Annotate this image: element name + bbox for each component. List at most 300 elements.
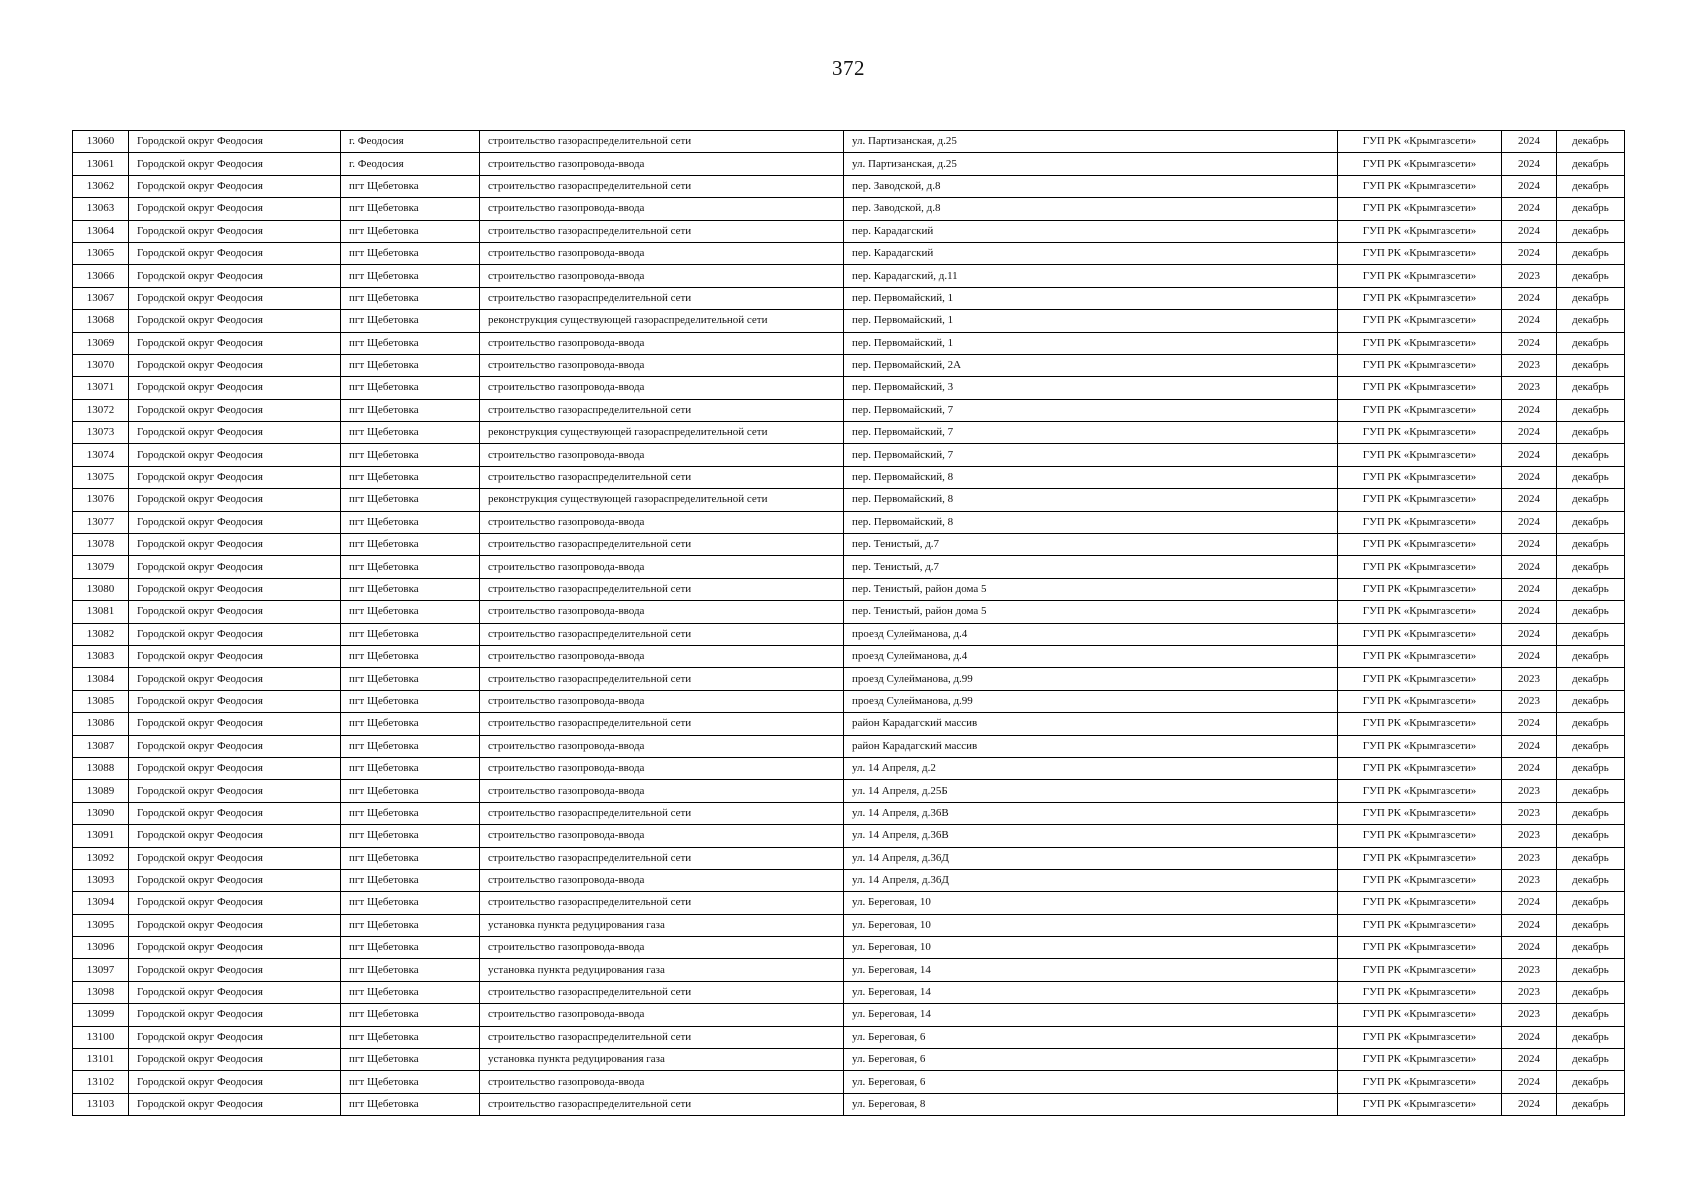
year-cell: 2023 (1502, 690, 1557, 712)
contractor-cell: ГУП РК «Крымгазсети» (1338, 825, 1502, 847)
municipality-cell: Городской округ Феодосия (129, 601, 341, 623)
address-cell: проезд Сулейманова, д.99 (844, 690, 1338, 712)
address-cell: ул. 14 Апреля, д.36Д (844, 847, 1338, 869)
settlement-cell: г. Феодосия (341, 131, 480, 153)
address-cell: пер. Первомайский, 2А (844, 354, 1338, 376)
row-number-cell: 13093 (73, 869, 129, 891)
year-cell: 2024 (1502, 399, 1557, 421)
month-cell: декабрь (1557, 981, 1625, 1003)
address-cell: пер. Тенистый, район дома 5 (844, 601, 1338, 623)
settlement-cell: пгт Щебетовка (341, 489, 480, 511)
month-cell: декабрь (1557, 534, 1625, 556)
row-number-cell: 13099 (73, 1004, 129, 1026)
table-row (73, 645, 1625, 667)
municipality-cell: Городской округ Феодосия (129, 892, 341, 914)
row-number-cell: 13064 (73, 220, 129, 242)
settlement-cell: пгт Щебетовка (341, 332, 480, 354)
contractor-cell: ГУП РК «Крымгазсети» (1338, 242, 1502, 264)
table-row (73, 757, 1625, 779)
municipality-cell: Городской округ Феодосия (129, 981, 341, 1003)
address-cell: пер. Карадагский (844, 242, 1338, 264)
activity-cell: строительство газопровода-ввода (480, 332, 844, 354)
contractor-cell: ГУП РК «Крымгазсети» (1338, 937, 1502, 959)
contractor-cell: ГУП РК «Крымгазсети» (1338, 310, 1502, 332)
municipality-cell: Городской округ Феодосия (129, 937, 341, 959)
settlement-cell: пгт Щебетовка (341, 869, 480, 891)
activity-cell: строительство газораспределительной сети (480, 981, 844, 1003)
table-row (73, 556, 1625, 578)
month-cell: декабрь (1557, 511, 1625, 533)
municipality-cell: Городской округ Феодосия (129, 623, 341, 645)
settlement-cell: пгт Щебетовка (341, 310, 480, 332)
month-cell: декабрь (1557, 802, 1625, 824)
year-cell: 2023 (1502, 265, 1557, 287)
contractor-cell: ГУП РК «Крымгазсети» (1338, 1071, 1502, 1093)
address-cell: пер. Заводской, д.8 (844, 175, 1338, 197)
table-row (73, 959, 1625, 981)
municipality-cell: Городской округ Феодосия (129, 645, 341, 667)
table-row (73, 1071, 1625, 1093)
municipality-cell: Городской округ Феодосия (129, 847, 341, 869)
contractor-cell: ГУП РК «Крымгазсети» (1338, 220, 1502, 242)
year-cell: 2023 (1502, 825, 1557, 847)
month-cell: декабрь (1557, 198, 1625, 220)
contractor-cell: ГУП РК «Крымгазсети» (1338, 959, 1502, 981)
month-cell: декабрь (1557, 713, 1625, 735)
activity-cell: строительство газопровода-ввода (480, 153, 844, 175)
row-number-cell: 13074 (73, 444, 129, 466)
page-number: 372 (832, 56, 865, 80)
table-row (73, 937, 1625, 959)
contractor-cell: ГУП РК «Крымгазсети» (1338, 332, 1502, 354)
activity-cell: строительство газораспределительной сети (480, 668, 844, 690)
contractor-cell: ГУП РК «Крымгазсети» (1338, 1004, 1502, 1026)
address-cell: район Карадагский массив (844, 735, 1338, 757)
address-cell: пер. Первомайский, 1 (844, 332, 1338, 354)
table-row (73, 1026, 1625, 1048)
settlement-cell: пгт Щебетовка (341, 242, 480, 264)
year-cell: 2024 (1502, 623, 1557, 645)
address-cell: пер. Первомайский, 7 (844, 444, 1338, 466)
month-cell: декабрь (1557, 959, 1625, 981)
contractor-cell: ГУП РК «Крымгазсети» (1338, 645, 1502, 667)
address-cell: ул. Береговая, 14 (844, 1004, 1338, 1026)
row-number-cell: 13072 (73, 399, 129, 421)
table-row (73, 690, 1625, 712)
address-cell: ул. Партизанская, д.25 (844, 131, 1338, 153)
activity-cell: строительство газораспределительной сети (480, 466, 844, 488)
activity-cell: строительство газораспределительной сети (480, 399, 844, 421)
month-cell: декабрь (1557, 937, 1625, 959)
year-cell: 2024 (1502, 645, 1557, 667)
month-cell: декабрь (1557, 399, 1625, 421)
contractor-cell: ГУП РК «Крымгазсети» (1338, 466, 1502, 488)
month-cell: декабрь (1557, 153, 1625, 175)
settlement-cell: пгт Щебетовка (341, 534, 480, 556)
month-cell: декабрь (1557, 131, 1625, 153)
municipality-cell: Городской округ Феодосия (129, 377, 341, 399)
row-number-cell: 13075 (73, 466, 129, 488)
contractor-cell: ГУП РК «Крымгазсети» (1338, 847, 1502, 869)
year-cell: 2024 (1502, 287, 1557, 309)
settlement-cell: пгт Щебетовка (341, 825, 480, 847)
year-cell: 2023 (1502, 377, 1557, 399)
contractor-cell: ГУП РК «Крымгазсети» (1338, 623, 1502, 645)
settlement-cell: пгт Щебетовка (341, 959, 480, 981)
activity-cell: строительство газопровода-ввода (480, 690, 844, 712)
municipality-cell: Городской округ Феодосия (129, 757, 341, 779)
year-cell: 2024 (1502, 175, 1557, 197)
year-cell: 2024 (1502, 578, 1557, 600)
row-number-cell: 13096 (73, 937, 129, 959)
address-cell: пер. Первомайский, 3 (844, 377, 1338, 399)
table-row (73, 713, 1625, 735)
month-cell: декабрь (1557, 556, 1625, 578)
month-cell: декабрь (1557, 645, 1625, 667)
year-cell: 2024 (1502, 1049, 1557, 1071)
month-cell: декабрь (1557, 757, 1625, 779)
address-cell: район Карадагский массив (844, 713, 1338, 735)
address-cell: пер. Первомайский, 8 (844, 466, 1338, 488)
row-number-cell: 13088 (73, 757, 129, 779)
municipality-cell: Городской округ Феодосия (129, 422, 341, 444)
activity-cell: строительство газопровода-ввода (480, 757, 844, 779)
municipality-cell: Городской округ Феодосия (129, 1049, 341, 1071)
row-number-cell: 13063 (73, 198, 129, 220)
contractor-cell: ГУП РК «Крымгазсети» (1338, 1093, 1502, 1115)
address-cell: пер. Первомайский, 7 (844, 399, 1338, 421)
address-cell: ул. 14 Апреля, д.36В (844, 825, 1338, 847)
settlement-cell: пгт Щебетовка (341, 690, 480, 712)
row-number-cell: 13082 (73, 623, 129, 645)
month-cell: декабрь (1557, 265, 1625, 287)
address-cell: ул. Береговая, 6 (844, 1026, 1338, 1048)
row-number-cell: 13086 (73, 713, 129, 735)
municipality-cell: Городской округ Феодосия (129, 1026, 341, 1048)
activity-cell: строительство газопровода-ввода (480, 1071, 844, 1093)
table-row (73, 914, 1625, 936)
municipality-cell: Городской округ Феодосия (129, 690, 341, 712)
address-cell: пер. Карадагский, д.11 (844, 265, 1338, 287)
settlement-cell: пгт Щебетовка (341, 556, 480, 578)
activity-cell: строительство газопровода-ввода (480, 937, 844, 959)
activity-cell: строительство газопровода-ввода (480, 444, 844, 466)
activity-cell: строительство газопровода-ввода (480, 242, 844, 264)
contractor-cell: ГУП РК «Крымгазсети» (1338, 422, 1502, 444)
month-cell: декабрь (1557, 735, 1625, 757)
municipality-cell: Городской округ Феодосия (129, 332, 341, 354)
year-cell: 2023 (1502, 802, 1557, 824)
row-number-cell: 13090 (73, 802, 129, 824)
settlement-cell: пгт Щебетовка (341, 354, 480, 376)
year-cell: 2024 (1502, 937, 1557, 959)
settlement-cell: пгт Щебетовка (341, 668, 480, 690)
address-cell: проезд Сулейманова, д.99 (844, 668, 1338, 690)
month-cell: декабрь (1557, 242, 1625, 264)
month-cell: декабрь (1557, 354, 1625, 376)
contractor-cell: ГУП РК «Крымгазсети» (1338, 802, 1502, 824)
month-cell: декабрь (1557, 466, 1625, 488)
year-cell: 2024 (1502, 131, 1557, 153)
row-number-cell: 13067 (73, 287, 129, 309)
address-cell: пер. Первомайский, 8 (844, 511, 1338, 533)
municipality-cell: Городской округ Феодосия (129, 354, 341, 376)
contractor-cell: ГУП РК «Крымгазсети» (1338, 1049, 1502, 1071)
month-cell: декабрь (1557, 175, 1625, 197)
table-row (73, 780, 1625, 802)
activity-cell: строительство газораспределительной сети (480, 287, 844, 309)
year-cell: 2024 (1502, 1026, 1557, 1048)
settlement-cell: пгт Щебетовка (341, 1026, 480, 1048)
month-cell: декабрь (1557, 668, 1625, 690)
year-cell: 2024 (1502, 892, 1557, 914)
municipality-cell: Городской округ Феодосия (129, 399, 341, 421)
table-row (73, 131, 1625, 153)
settlement-cell: пгт Щебетовка (341, 287, 480, 309)
settlement-cell: пгт Щебетовка (341, 892, 480, 914)
table-row (73, 623, 1625, 645)
settlement-cell: пгт Щебетовка (341, 466, 480, 488)
month-cell: декабрь (1557, 690, 1625, 712)
municipality-cell: Городской округ Феодосия (129, 713, 341, 735)
year-cell: 2024 (1502, 332, 1557, 354)
table-row (73, 354, 1625, 376)
activity-cell: строительство газопровода-ввода (480, 265, 844, 287)
address-cell: пер. Первомайский, 1 (844, 287, 1338, 309)
row-number-cell: 13097 (73, 959, 129, 981)
contractor-cell: ГУП РК «Крымгазсети» (1338, 489, 1502, 511)
contractor-cell: ГУП РК «Крымгазсети» (1338, 131, 1502, 153)
settlement-cell: пгт Щебетовка (341, 601, 480, 623)
table-row (73, 310, 1625, 332)
row-number-cell: 13091 (73, 825, 129, 847)
table-row (73, 869, 1625, 891)
municipality-cell: Городской округ Феодосия (129, 959, 341, 981)
settlement-cell: пгт Щебетовка (341, 175, 480, 197)
month-cell: декабрь (1557, 422, 1625, 444)
row-number-cell: 13069 (73, 332, 129, 354)
municipality-cell: Городской округ Феодосия (129, 198, 341, 220)
municipality-cell: Городской округ Феодосия (129, 175, 341, 197)
register-table (72, 130, 1625, 1116)
address-cell: ул. Береговая, 14 (844, 981, 1338, 1003)
table-row (73, 802, 1625, 824)
address-cell: ул. Береговая, 10 (844, 892, 1338, 914)
activity-cell: строительство газораспределительной сети (480, 578, 844, 600)
activity-cell: реконструкция существующей газораспределительной сети (480, 310, 844, 332)
activity-cell: строительство газораспределительной сети (480, 534, 844, 556)
row-number-cell: 13100 (73, 1026, 129, 1048)
year-cell: 2023 (1502, 959, 1557, 981)
year-cell: 2024 (1502, 242, 1557, 264)
address-cell: ул. Береговая, 10 (844, 914, 1338, 936)
table-row (73, 981, 1625, 1003)
address-cell: пер. Первомайский, 7 (844, 422, 1338, 444)
month-cell: декабрь (1557, 1026, 1625, 1048)
municipality-cell: Городской округ Феодосия (129, 735, 341, 757)
contractor-cell: ГУП РК «Крымгазсети» (1338, 511, 1502, 533)
row-number-cell: 13103 (73, 1093, 129, 1115)
table-row (73, 668, 1625, 690)
table-row (73, 198, 1625, 220)
contractor-cell: ГУП РК «Крымгазсети» (1338, 713, 1502, 735)
row-number-cell: 13101 (73, 1049, 129, 1071)
settlement-cell: пгт Щебетовка (341, 802, 480, 824)
contractor-cell: ГУП РК «Крымгазсети» (1338, 534, 1502, 556)
settlement-cell: пгт Щебетовка (341, 511, 480, 533)
municipality-cell: Городской округ Феодосия (129, 131, 341, 153)
table-row (73, 601, 1625, 623)
activity-cell: реконструкция существующей газораспределительной сети (480, 489, 844, 511)
settlement-cell: пгт Щебетовка (341, 399, 480, 421)
settlement-cell: пгт Щебетовка (341, 1049, 480, 1071)
month-cell: декабрь (1557, 825, 1625, 847)
year-cell: 2024 (1502, 511, 1557, 533)
municipality-cell: Городской округ Феодосия (129, 578, 341, 600)
month-cell: декабрь (1557, 287, 1625, 309)
table-row (73, 1049, 1625, 1071)
address-cell: ул. 14 Апреля, д.36Д (844, 869, 1338, 891)
table-row (73, 242, 1625, 264)
year-cell: 2024 (1502, 713, 1557, 735)
row-number-cell: 13089 (73, 780, 129, 802)
table-row (73, 466, 1625, 488)
address-cell: ул. Береговая, 6 (844, 1049, 1338, 1071)
table-row (73, 511, 1625, 533)
activity-cell: строительство газопровода-ввода (480, 601, 844, 623)
municipality-cell: Городской округ Феодосия (129, 511, 341, 533)
table-row (73, 847, 1625, 869)
activity-cell: установка пункта редуцирования газа (480, 959, 844, 981)
activity-cell: строительство газопровода-ввода (480, 825, 844, 847)
month-cell: декабрь (1557, 847, 1625, 869)
activity-cell: строительство газораспределительной сети (480, 131, 844, 153)
settlement-cell: пгт Щебетовка (341, 645, 480, 667)
month-cell: декабрь (1557, 892, 1625, 914)
settlement-cell: пгт Щебетовка (341, 444, 480, 466)
row-number-cell: 13068 (73, 310, 129, 332)
settlement-cell: пгт Щебетовка (341, 937, 480, 959)
settlement-cell: пгт Щебетовка (341, 780, 480, 802)
table-row (73, 175, 1625, 197)
address-cell: пер. Первомайский, 1 (844, 310, 1338, 332)
contractor-cell: ГУП РК «Крымгазсети» (1338, 735, 1502, 757)
activity-cell: строительство газопровода-ввода (480, 645, 844, 667)
settlement-cell: пгт Щебетовка (341, 377, 480, 399)
table-row (73, 377, 1625, 399)
contractor-cell: ГУП РК «Крымгазсети» (1338, 757, 1502, 779)
year-cell: 2024 (1502, 534, 1557, 556)
table-row (73, 892, 1625, 914)
address-cell: пер. Тенистый, д.7 (844, 556, 1338, 578)
row-number-cell: 13098 (73, 981, 129, 1003)
row-number-cell: 13095 (73, 914, 129, 936)
contractor-cell: ГУП РК «Крымгазсети» (1338, 399, 1502, 421)
row-number-cell: 13065 (73, 242, 129, 264)
month-cell: декабрь (1557, 1071, 1625, 1093)
month-cell: декабрь (1557, 1049, 1625, 1071)
year-cell: 2024 (1502, 422, 1557, 444)
year-cell: 2023 (1502, 1004, 1557, 1026)
activity-cell: строительство газораспределительной сети (480, 847, 844, 869)
settlement-cell: пгт Щебетовка (341, 914, 480, 936)
address-cell: ул. 14 Апреля, д.25Б (844, 780, 1338, 802)
activity-cell: строительство газопровода-ввода (480, 1004, 844, 1026)
row-number-cell: 13066 (73, 265, 129, 287)
table-row (73, 1093, 1625, 1115)
year-cell: 2023 (1502, 847, 1557, 869)
table-row (73, 1004, 1625, 1026)
activity-cell: строительство газораспределительной сети (480, 623, 844, 645)
contractor-cell: ГУП РК «Крымгазсети» (1338, 914, 1502, 936)
row-number-cell: 13079 (73, 556, 129, 578)
row-number-cell: 13081 (73, 601, 129, 623)
settlement-cell: пгт Щебетовка (341, 1071, 480, 1093)
settlement-cell: пгт Щебетовка (341, 220, 480, 242)
settlement-cell: пгт Щебетовка (341, 1093, 480, 1115)
municipality-cell: Городской округ Феодосия (129, 802, 341, 824)
row-number-cell: 13061 (73, 153, 129, 175)
contractor-cell: ГУП РК «Крымгазсети» (1338, 265, 1502, 287)
activity-cell: строительство газопровода-ввода (480, 556, 844, 578)
activity-cell: строительство газопровода-ввода (480, 511, 844, 533)
row-number-cell: 13071 (73, 377, 129, 399)
address-cell: пер. Тенистый, д.7 (844, 534, 1338, 556)
contractor-cell: ГУП РК «Крымгазсети» (1338, 287, 1502, 309)
contractor-cell: ГУП РК «Крымгазсети» (1338, 153, 1502, 175)
address-cell: ул. 14 Апреля, д.2 (844, 757, 1338, 779)
row-number-cell: 13083 (73, 645, 129, 667)
contractor-cell: ГУП РК «Крымгазсети» (1338, 377, 1502, 399)
month-cell: декабрь (1557, 601, 1625, 623)
month-cell: декабрь (1557, 377, 1625, 399)
activity-cell: строительство газопровода-ввода (480, 735, 844, 757)
year-cell: 2023 (1502, 668, 1557, 690)
month-cell: декабрь (1557, 578, 1625, 600)
settlement-cell: пгт Щебетовка (341, 1004, 480, 1026)
municipality-cell: Городской округ Феодосия (129, 556, 341, 578)
table-row (73, 489, 1625, 511)
activity-cell: строительство газораспределительной сети (480, 713, 844, 735)
table-body (73, 131, 1625, 1116)
month-cell: декабрь (1557, 780, 1625, 802)
settlement-cell: пгт Щебетовка (341, 578, 480, 600)
row-number-cell: 13073 (73, 422, 129, 444)
table-row (73, 825, 1625, 847)
table-row (73, 735, 1625, 757)
activity-cell: установка пункта редуцирования газа (480, 1049, 844, 1071)
activity-cell: строительство газораспределительной сети (480, 892, 844, 914)
year-cell: 2024 (1502, 153, 1557, 175)
contractor-cell: ГУП РК «Крымгазсети» (1338, 668, 1502, 690)
municipality-cell: Городской округ Феодосия (129, 869, 341, 891)
table-row (73, 332, 1625, 354)
municipality-cell: Городской округ Феодосия (129, 287, 341, 309)
row-number-cell: 13070 (73, 354, 129, 376)
municipality-cell: Городской округ Феодосия (129, 489, 341, 511)
year-cell: 2024 (1502, 735, 1557, 757)
contractor-cell: ГУП РК «Крымгазсети» (1338, 1026, 1502, 1048)
address-cell: ул. 14 Апреля, д.36В (844, 802, 1338, 824)
municipality-cell: Городской округ Феодосия (129, 466, 341, 488)
municipality-cell: Городской округ Феодосия (129, 825, 341, 847)
year-cell: 2024 (1502, 1093, 1557, 1115)
table-row (73, 534, 1625, 556)
row-number-cell: 13062 (73, 175, 129, 197)
month-cell: декабрь (1557, 869, 1625, 891)
year-cell: 2024 (1502, 489, 1557, 511)
activity-cell: реконструкция существующей газораспределительной сети (480, 422, 844, 444)
